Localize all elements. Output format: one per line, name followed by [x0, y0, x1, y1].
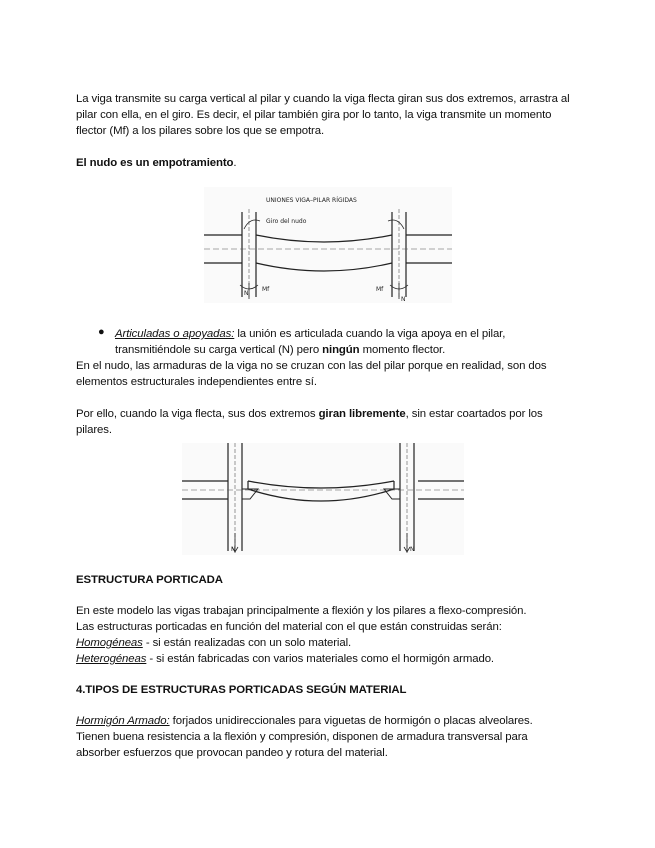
fig1-n-right: N: [401, 296, 406, 303]
articulated-joints-diagram: [182, 443, 464, 555]
fig1-n-left: N: [244, 290, 249, 297]
nudo-end: .: [233, 157, 237, 169]
articuladas-term: Articuladas o apoyadas:: [115, 328, 235, 340]
heterogeneas-term: Heterogéneas: [76, 653, 147, 665]
paragraph-en-el-nudo: En el nudo, las armaduras de la viga no se cruzan con las del pilar porque en realidad, son dos elementos estructurales independientes entre sí.: [76, 360, 547, 389]
paragraph-modelo: En este modelo las vigas trabajan principalmente a flexión y los pilares a flexo-compresión.: [76, 605, 527, 617]
fig1-mf-left: Mf: [262, 286, 270, 293]
paragraph-funcion-material: Las estructuras porticadas en función del material con el que están construidas serán:: [76, 621, 502, 633]
paragraph-por-ello: [76, 406, 576, 438]
figure-rigid-joints: [204, 187, 452, 303]
item-heterogeneas: [76, 651, 596, 667]
heading-tipos-estructuras: 4.TIPOS DE ESTRUCTURAS PORTICADAS SEGÚN MATERIAL: [76, 684, 407, 696]
fig1-mf-right: Mf: [376, 286, 384, 293]
paragraph-hormigon-armado: [76, 713, 566, 762]
item-homogeneas: [76, 635, 576, 651]
fig2-n-right: N: [410, 546, 415, 553]
homogeneas-term: Homogéneas: [76, 637, 143, 649]
hormigon-text: forjados unidireccionales para viguetas de hormigón o placas alveolares. Tienen buena resistencia a la flexión y compresión, disponen de armadura transversal para absorber esfuerzos que provocan pandeo y rotura del material.: [76, 715, 533, 760]
por-ello-a: Por ello, cuando la viga flecta, sus dos extremos: [76, 408, 319, 420]
bullet-articuladas: [115, 326, 555, 358]
por-ello-bold: giran libremente: [318, 408, 406, 420]
heading-estructura-porticada: ESTRUCTURA PORTICADA: [76, 574, 223, 586]
heterogeneas-text: - si están fabricadas con varios materiales como el hormigón armado.: [146, 653, 494, 665]
articuladas-text1: la unión es articulada cuando la viga apoya en el pilar, transmitiéndole su carga vertical (N) pero: [115, 328, 506, 357]
paragraph-viga-transmite: La viga transmite su carga vertical al pilar y cuando la viga flecta giran sus dos extremos, arrastra al pilar con ella, en el giro. Es decir, el pilar también gira por lo tanto, la viga transmite un momento flector (Mf) a los pilares sobre los que se empotra.: [76, 93, 570, 138]
rigid-joints-diagram: [204, 187, 452, 303]
fig1-title: UNIONES VIGA–PILAR RÍGIDAS: [266, 197, 357, 204]
paragraph-nudo: [76, 155, 576, 171]
figure-articulated-joints: [182, 443, 464, 555]
homogeneas-text: - si están realizadas con un solo material.: [142, 637, 352, 649]
articuladas-bold: ningún: [322, 344, 360, 357]
fig2-n-left: N: [231, 546, 236, 553]
nudo-bold: El nudo es un empotramiento: [76, 157, 234, 169]
bullet-dot: ●: [98, 326, 105, 338]
hormigon-term: Hormigón Armado:: [76, 715, 170, 727]
fig1-giro-label: Giro del nudo: [266, 218, 307, 225]
articuladas-text2: momento flector.: [359, 344, 446, 357]
por-ello-b: , sin estar coartados por los pilares.: [76, 408, 543, 437]
